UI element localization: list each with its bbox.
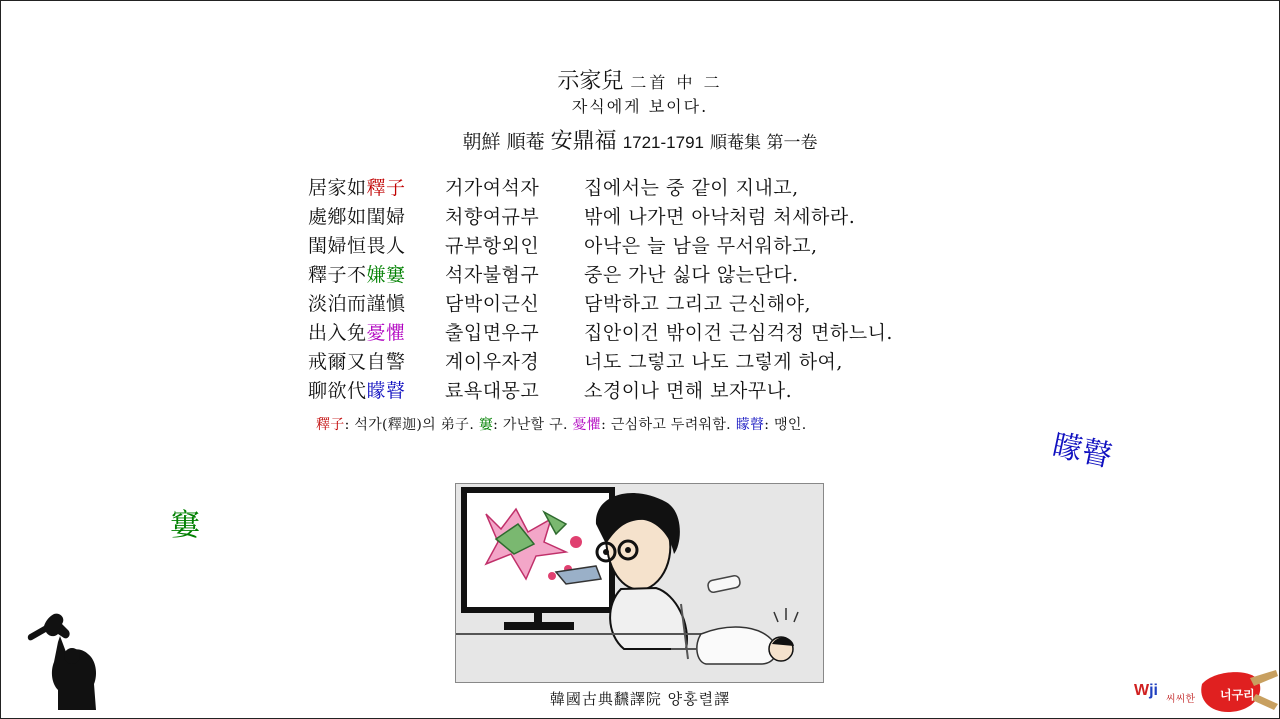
poem-line-translation: 너도 그렇고 나도 그렇게 하여, xyxy=(584,351,843,373)
author-line xyxy=(0,124,1280,155)
author-years: 1721-1791 xyxy=(622,133,704,152)
poem-line-hanja: 釋子不嫌窶 xyxy=(308,264,406,286)
logo-wordmark: Wji xyxy=(1134,682,1158,699)
poem-line-reading: 규부항외인 xyxy=(445,235,540,257)
cartoon-drawing xyxy=(456,484,823,682)
poem-line-reading: 처향여규부 xyxy=(445,206,540,228)
glossary-term: 矇瞽 xyxy=(735,417,765,433)
parent-child-silhouette xyxy=(24,612,104,710)
poem-line-translation: 담박하고 그리고 근신해야, xyxy=(584,293,812,315)
poem-line-hanja: 閨婦恒畏人 xyxy=(308,235,406,257)
floating-word-blue: 矇瞽 xyxy=(1049,427,1116,475)
glossary-definition: : 근심하고 두려워함. xyxy=(601,417,736,433)
poem-line-reading: 료욕대몽고 xyxy=(445,380,540,402)
poem-line-hanja: 居家如釋子 xyxy=(308,177,406,199)
poem-line-reading: 석자불혐구 xyxy=(445,264,540,286)
logo-badge-text: 너구리 xyxy=(1220,688,1255,702)
poem-line-translation: 중은 가난 싫다 않는단다. xyxy=(584,264,799,286)
poem-title-korean: 자식에게 보이다. xyxy=(571,97,709,116)
poem-line-hanja: 聊欲代矇瞽 xyxy=(308,380,406,402)
glossary-note xyxy=(316,414,806,434)
logo-subtext: 씨씨한 xyxy=(1166,694,1195,705)
poem-line-translation: 아낙은 늘 남을 무서워하고, xyxy=(584,235,818,257)
glossary-definition: : 가난할 구. xyxy=(493,417,573,433)
poem-line-hanja: 戒爾又自警 xyxy=(308,351,406,373)
poem-title-sub: 二首 中 二 xyxy=(630,73,723,92)
source-book: 順菴集 第一卷 xyxy=(710,133,818,153)
poem-title xyxy=(0,64,1280,95)
poem-line-hanja: 處鄕如閨婦 xyxy=(308,206,406,228)
glossary-term: 窶 xyxy=(478,417,494,433)
glossary-definition: : 맹인. xyxy=(764,417,807,433)
glossary-definition: : 석가(釋迦)의 弟子. xyxy=(344,417,479,433)
glossary-term: 憂懼 xyxy=(572,417,602,433)
author-prefix: 朝鮮 順菴 xyxy=(462,131,545,153)
poem-line-reading: 담박이근신 xyxy=(445,293,540,315)
poem-line-translation: 소경이나 면해 보자꾸나. xyxy=(584,380,793,402)
floating-word-green: 窶 xyxy=(170,508,200,543)
poem-line-translation: 집에서는 중 같이 지내고, xyxy=(584,177,799,199)
poem-line-reading: 출입면우구 xyxy=(445,322,540,344)
translation-credit: 韓國古典飜譯院 양홍렬譯 xyxy=(549,690,731,708)
poem-line-reading: 거가여석자 xyxy=(445,177,540,199)
cartoon-illustration xyxy=(455,483,824,683)
poem-line-translation: 집안이건 밖이건 근심걱정 면하느니. xyxy=(584,322,893,344)
poem-line-hanja: 出入免憂懼 xyxy=(308,322,406,344)
poem-line-hanja: 淡泊而謹愼 xyxy=(308,293,406,315)
poem-title-main: 示家兒 xyxy=(557,69,624,94)
author-name: 安鼎福 xyxy=(550,129,617,154)
poem-line-translation: 밖에 나가면 아낙처럼 처세하라. xyxy=(584,206,856,228)
glossary-term: 釋子 xyxy=(316,417,345,433)
poem-line-reading: 계이우자경 xyxy=(445,351,540,373)
brand-logo xyxy=(1132,664,1278,716)
